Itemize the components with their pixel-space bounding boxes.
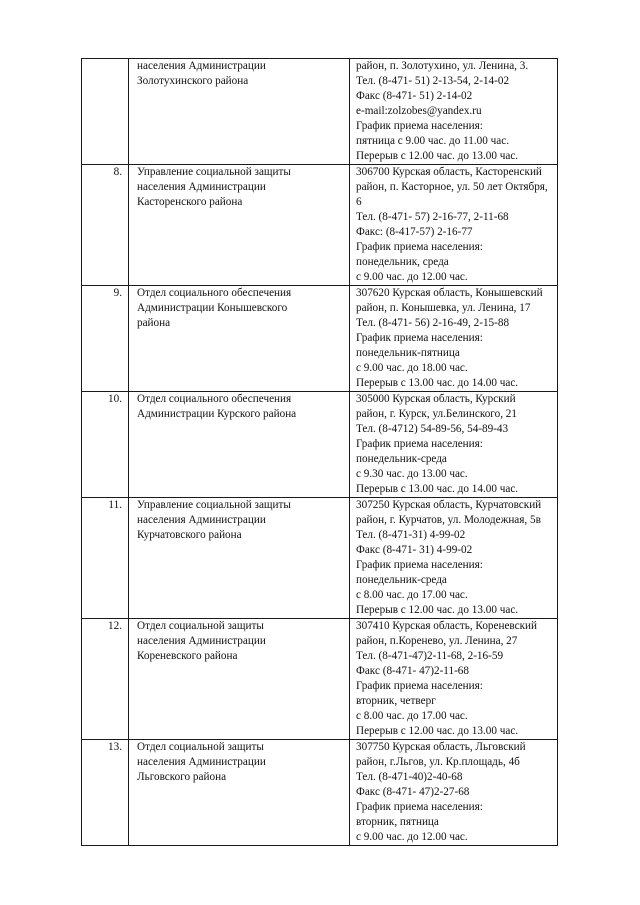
address-contact-line: район, п. Касторное, ул. 50 лет Октября, — [356, 181, 548, 193]
address-contact-line: район, г.Льгов, ул. Кр.площадь, 4б — [356, 756, 520, 768]
row-number: 9. — [113, 287, 122, 299]
address-contacts-cell — [350, 165, 558, 286]
address-contact-line: Факс (8-471- 51) 2-14-02 — [356, 90, 473, 102]
address-contact-line: район, г. Курчатов, ул. Молодежная, 5в — [356, 514, 541, 526]
organization-name-line: Золотухинского района — [137, 75, 249, 87]
address-contact-line: Тел. (8-471-40)2-40-68 — [356, 771, 463, 783]
organization-name-line: населения Администрации — [137, 514, 266, 526]
organization-name-line: Курчатовского района — [137, 529, 242, 541]
address-contact-line: Факс (8-471- 47)2-11-68 — [356, 665, 469, 677]
address-contacts-cell — [350, 392, 558, 498]
organization-name-line: Администрации Конышевского — [137, 302, 288, 314]
address-contact-line: с 9.00 час. до 12.00 час. — [356, 271, 468, 283]
organization-name-line: Администрации Курского района — [137, 408, 297, 420]
table-row — [82, 392, 558, 498]
address-contact-line: Перерыв с 12.00 час. до 13.00 час. — [356, 604, 519, 616]
table-row — [82, 59, 558, 165]
address-contact-line: График приема населения: — [356, 241, 483, 253]
table-row — [82, 498, 558, 619]
address-contact-line: 306700 Курская область, Касторенский — [356, 166, 542, 178]
address-contact-line: с 8.00 час. до 17.00 час. — [356, 589, 468, 601]
row-number-cell — [82, 165, 129, 286]
organization-name-line: Отдел социальной защиты — [137, 741, 264, 753]
organization-cell — [129, 286, 350, 392]
row-number-cell — [82, 286, 129, 392]
organization-name-line: Льговского района — [137, 771, 227, 783]
organization-name-line: населения Администрации — [137, 756, 266, 768]
organization-name-line: населения Администрации — [137, 635, 266, 647]
address-contact-line: понедельник-пятница — [356, 347, 460, 359]
row-number: 12. — [108, 620, 122, 632]
address-contact-line: 307620 Курская область, Конышевский — [356, 287, 543, 299]
address-contact-line: Тел. (8-471- 51) 2-13-54, 2-14-02 — [356, 75, 510, 87]
organization-name-line: Кореневского района — [137, 650, 238, 662]
address-contacts-cell — [350, 59, 558, 165]
organization-name-line: района — [137, 317, 171, 329]
address-contact-line: с 8.00 час. до 17.00 час. — [356, 710, 468, 722]
address-contact-line: вторник, четверг — [356, 695, 436, 707]
address-contact-line: 6 — [356, 196, 362, 208]
table-row — [82, 286, 558, 392]
address-contact-line: пятница с 9.00 час. до 11.00 час. — [356, 135, 510, 147]
address-contact-line: 307750 Курская область, Льговский — [356, 741, 526, 753]
address-contact-line: с 9.30 час. до 13.00 час. — [356, 468, 468, 480]
address-contact-line: e-mail:zolzobes@yandex.ru — [356, 105, 482, 117]
address-contact-line: 305000 Курская область, Курский — [356, 393, 516, 405]
organization-name-line: Отдел социального обеспечения — [137, 287, 292, 299]
address-contact-line: График приема населения: — [356, 801, 483, 813]
organization-cell — [129, 619, 350, 740]
address-contact-line: район, п.Коренево, ул. Ленина, 27 — [356, 635, 518, 647]
address-contacts-cell — [350, 498, 558, 619]
table-row — [82, 165, 558, 286]
address-contact-line: Перерыв с 13.00 час. до 14.00 час. — [356, 377, 519, 389]
row-number: 10. — [108, 393, 122, 405]
organization-cell — [129, 165, 350, 286]
address-contact-line: График приема населения: — [356, 680, 483, 692]
organization-name-line: населения Администрации — [137, 181, 266, 193]
address-contact-line: район, п. Конышевка, ул. Ленина, 17 — [356, 302, 531, 314]
address-contacts-cell — [350, 740, 558, 846]
organization-name-line: Касторенского района — [137, 196, 243, 208]
row-number: 13. — [108, 741, 122, 753]
row-number: 8. — [113, 166, 122, 178]
address-contact-line: понедельник-среда — [356, 453, 447, 465]
address-contact-line: График приема населения: — [356, 438, 483, 450]
table-row — [82, 740, 558, 846]
address-contact-line: вторник, пятница — [356, 816, 439, 828]
row-number-cell — [82, 740, 129, 846]
address-contact-line: Тел. (8-471- 56) 2-16-49, 2-15-88 — [356, 317, 510, 329]
row-number-cell — [82, 619, 129, 740]
address-contact-line: Перерыв с 12.00 час. до 13.00 час. — [356, 725, 519, 737]
address-contact-line: 307410 Курская область, Кореневский — [356, 620, 538, 632]
address-contact-line: Факс (8-471- 31) 4-99-02 — [356, 544, 473, 556]
address-contacts-cell — [350, 619, 558, 740]
organization-name-line: Отдел социального обеспечения — [137, 393, 292, 405]
organization-cell — [129, 498, 350, 619]
organization-name-line: Отдел социальной защиты — [137, 620, 264, 632]
address-contact-line: Тел. (8-471-31) 4-99-02 — [356, 529, 466, 541]
organization-name-line: населения Администрации — [137, 60, 266, 72]
row-number-cell — [82, 392, 129, 498]
address-contact-line: График приема населения: — [356, 120, 483, 132]
address-contact-line: График приема населения: — [356, 332, 483, 344]
address-contact-line: понедельник-среда — [356, 574, 447, 586]
address-contact-line: Перерыв с 12.00 час. до 13.00 час. — [356, 150, 519, 162]
address-contact-line: График приема населения: — [356, 559, 483, 571]
address-contact-line: Перерыв с 13.00 час. до 14.00 час. — [356, 483, 519, 495]
row-number: 11. — [108, 499, 122, 511]
address-contact-line: Тел. (8-4712) 54-89-56, 54-89-43 — [356, 423, 509, 435]
address-contact-line: с 9.00 час. до 18.00 час. — [356, 362, 468, 374]
address-contact-line: понедельник, среда — [356, 256, 449, 268]
organization-cell — [129, 392, 350, 498]
row-number-cell — [82, 498, 129, 619]
address-contact-line: район, г. Курск, ул.Белинского, 21 — [356, 408, 517, 420]
table-row — [82, 619, 558, 740]
address-contact-line: Тел. (8-471-47)2-11-68, 2-16-59 — [356, 650, 504, 662]
address-contact-line: район, п. Золотухино, ул. Ленина, 3. — [356, 60, 529, 72]
address-contact-line: с 9.00 час. до 12.00 час. — [356, 831, 468, 843]
address-contact-line: 307250 Курская область, Курчатовский — [356, 499, 542, 511]
address-contact-line: Тел. (8-471- 57) 2-16-77, 2-11-68 — [356, 211, 509, 223]
organization-cell — [129, 740, 350, 846]
organization-name-line: Управление социальной защиты — [137, 166, 291, 178]
address-contact-line: Факс (8-471- 47)2-27-68 — [356, 786, 470, 798]
social-protection-offices-table — [81, 58, 558, 846]
address-contacts-cell — [350, 286, 558, 392]
address-contact-line: Факс: (8-417-57) 2-16-77 — [356, 226, 473, 238]
table-body — [82, 59, 558, 846]
organization-name-line: Управление социальной защиты — [137, 499, 291, 511]
organization-cell — [129, 59, 350, 165]
row-number-cell — [82, 59, 129, 165]
